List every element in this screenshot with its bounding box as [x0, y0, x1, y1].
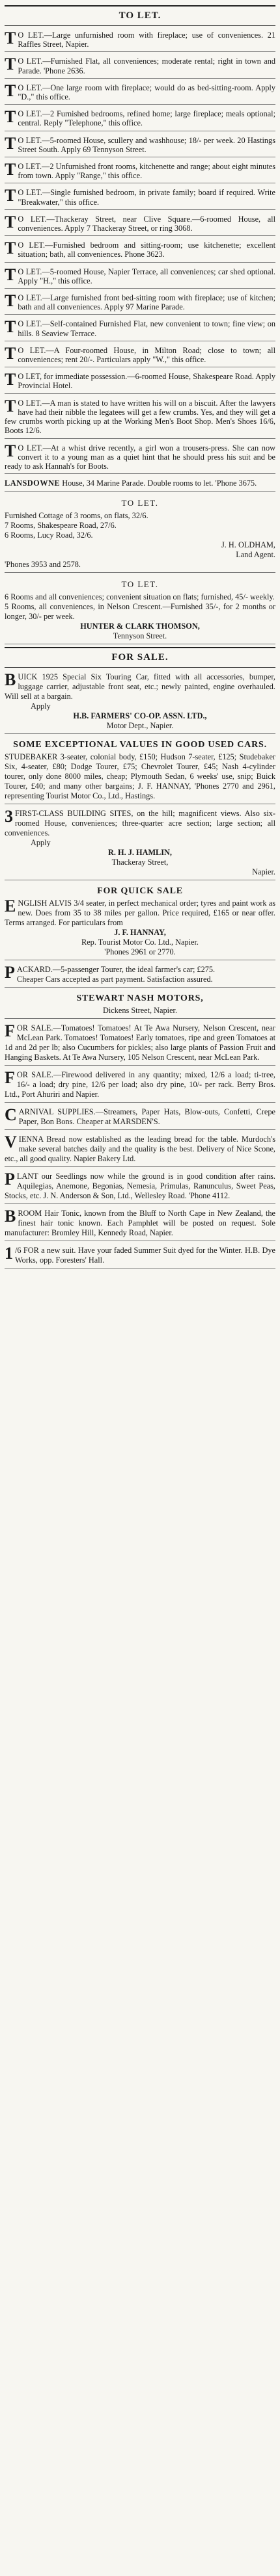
ad-text: O LET.—Large furnished front bed-sitting room with fireplace; use of kitchen; bath and all conveniences. Apply 97 Marine Parade.	[18, 293, 275, 312]
drop-cap: T	[5, 29, 16, 47]
tomatoes-text: OR SALE.—Tomatoes! Tomatoes! At Te Awa Nursery, Nelson Crescent, near McLean Park. Tomatoes! Tomatoes! Early tomatoes, ripe and green Tomatoes at 1d and 2d per lb; also Cucumbers for pickles; also large plants of Passion Fruit and Hanging Baskets. At Te Awa Nursery, 105 Nelson Crescent, near McLean Park.	[5, 1023, 275, 1062]
alvis-text: NGLISH ALVIS 3/4 seater, in perfect mechanical order; tyres and paint work as new. Does from 35 to 38 miles per gallon. Price required, £165 or near offer. Terms arranged. For particulars from	[5, 899, 275, 928]
hunter-sign: HUNTER & CLARK THOMSON,	[80, 622, 200, 631]
ad-packard	[5, 963, 275, 988]
drop-cap: T	[5, 212, 16, 231]
drop-cap: T	[5, 160, 16, 179]
oldham-title: TO LET.	[121, 498, 159, 508]
drop-cap: T	[5, 317, 16, 337]
to-let-ad	[5, 441, 275, 475]
oldham-sign: J. H. OLDHAM,	[221, 540, 275, 550]
ad-tomatoes	[5, 1021, 275, 1066]
buick-apply: Apply	[31, 702, 51, 711]
drop-cap: T	[5, 133, 16, 153]
lansdowne-text: House, 34 Marine Parade. Double rooms to let. 'Phone 3675.	[62, 479, 257, 488]
ad-used-cars	[5, 737, 275, 804]
drop-cap: T	[5, 291, 16, 311]
buick-role: Motor Dept., Napier.	[106, 721, 174, 731]
to-let-ad	[5, 213, 275, 236]
sites-cap: 3	[5, 807, 13, 826]
to-let-ad	[5, 397, 275, 439]
packard-note: Cheaper Cars accepted as part payment. Satisfaction assured.	[16, 975, 213, 984]
ad-hunter	[5, 575, 275, 644]
drop-cap: T	[5, 55, 16, 74]
oldham-line-1: Furnished Cottage of 3 rooms, on flats, 32/6.	[5, 511, 148, 521]
sites-town: Napier.	[252, 867, 275, 877]
buick-cap: B	[5, 670, 16, 690]
to-let-ad	[5, 55, 275, 78]
alvis-role: Rep. Tourist Motor Co. Ltd., Napier.	[81, 938, 199, 947]
alvis-head: FOR QUICK SALE	[97, 886, 183, 897]
to-let-ad	[5, 160, 275, 183]
carnival-text: ARNIVAL SUPPLIES.—Streamers, Paper Hats, Blow-outs, Confetti, Crepe Paper, Bon Bons. Cheaper at MARSDEN'S.	[18, 1107, 275, 1127]
ad-text: O LET.—2 Furnished bedrooms, refined home; large fireplace; meals optional; central. Reply "Telephone," this office.	[18, 109, 275, 128]
ad-stewart	[5, 990, 275, 1019]
ad-text: O LET.—A man is stated to have written his will on a biscuit. After the lawyers have had their nibble the legatees will get a few crumbs. Yes, and they will get a few crumbs worth picking up at the Working Men's Boot Shop. Men's Shoes 16/6, Boots 12/6.	[5, 398, 275, 436]
dyeworks-text: /6 FOR a new suit. Have your faded Summer Suit dyed for the Winter. H.B. Dye Works, opp. Foresters' Hall.	[15, 1246, 275, 1265]
to-let-ad	[5, 370, 275, 393]
hunter-para-1: 6 Rooms and all conveniences; convenient situation on flats; furnished, 45/- weekly.	[5, 592, 275, 602]
hunter-title: TO LET.	[121, 579, 159, 590]
dyeworks-cap: 1	[5, 1244, 13, 1263]
ad-text: O LET.—Furnished bedroom and sitting-room; use kitchenette; excellent situation; bath, all conveniences. Phone 3623.	[18, 241, 275, 259]
oldham-role: Land Agent.	[236, 550, 275, 560]
tomatoes-cap: F	[5, 1021, 15, 1041]
for-sale-rule	[5, 667, 275, 668]
alvis-phones: 'Phones 2961 or 2770.	[104, 947, 176, 957]
hunter-para-2: 5 Rooms, all conveniences, in Nelson Crescent.—Furnished 35/-, for 2 months or longer, 30/- per week.	[5, 602, 275, 622]
ad-carnival	[5, 1105, 275, 1130]
oldham-line-3: 6 Rooms, Lucy Road, 32/6.	[5, 531, 93, 540]
buick-sign: H.B. FARMERS' CO-OP. ASSN. LTD.,	[73, 711, 207, 721]
drop-cap: T	[5, 81, 16, 100]
to-let-ad	[5, 29, 275, 52]
sites-apply: Apply	[31, 838, 51, 848]
drop-cap: T	[5, 343, 16, 363]
ad-text: O LET.—Furnished Flat, all conveniences; moderate rental; right in town and Parade. 'Phone 2636.	[18, 57, 275, 75]
ad-text: O LET.—Large unfurnished room with fireplace; use of conveniences. 21 Raffles Street, Napier.	[18, 31, 275, 49]
to-let-ad	[5, 344, 275, 367]
used-cars-text: STUDEBAKER 3-seater, colonial body, £150; Hudson 7-seater, £125; Studebaker Six, 4-seater, £80; Dodge Tourer, £75; Chevrolet Tourer, £45; Nash 4-cylinder tourer, only done 8000 miles, cheap; Plymouth Sedan, 6 weeks' use, snip; Buick Tourer, £40; and many other bargains; J. F. HANNAY, 'Phones 2770 and 2961, representing Tourist Motor Co., Ltd., Hastings.	[5, 752, 275, 801]
packard-text: ACKARD.—5-passenger Tourer, the ideal farmer's car; £275.	[16, 965, 216, 975]
drop-cap: T	[5, 396, 16, 415]
ad-alvis	[5, 883, 275, 960]
to-let-ad	[5, 239, 275, 262]
top-rule	[5, 5, 275, 7]
drop-cap: T	[5, 107, 16, 127]
ad-text: O LET.—A Four-roomed House, in Milton Road; close to town; all conveniences; rent 20/-. Particulars apply "W.," this office.	[18, 345, 275, 365]
to-let-heading: TO LET.	[119, 10, 161, 21]
alvis-cap: E	[5, 897, 16, 916]
hunter-street: Tennyson Street.	[113, 631, 167, 641]
to-let-ad	[5, 291, 275, 315]
ad-dyeworks	[5, 1244, 275, 1268]
ad-oldham	[5, 494, 275, 573]
ad-text: O LET.—Self-contained Furnished Flat, new convenient to town; fine view; on hills. 8 Seaview Terrace.	[18, 319, 275, 338]
ad-text: O LET.—Thackeray Street, near Clive Square.—6-roomed House, all conveniences. Apply 7 Thackeray Street, or ring 3068.	[18, 214, 275, 233]
ad-text: O LET, for immediate possession.—6-roomed House, Shakespeare Road. Apply Provincial Hotel.	[18, 372, 275, 391]
ad-lansdowne	[5, 477, 275, 492]
plants-text: LANT our Seedlings now while the ground is in good condition after rains. Aquilegias, Anemone, Begonias, Nemesia, Primulas, Ranunculus, Sweet Peas, Stocks, etc. J. N. Anderson & Son, Ltd., Wellesley Road. 'Phone 4112.	[5, 1172, 275, 1201]
ad-broom	[5, 1207, 275, 1241]
ad-text: O LET.—Single furnished bedroom, in private family; board if required. Write "Breakwater," this office.	[18, 188, 275, 207]
ad-sites	[5, 807, 275, 880]
carnival-cap: C	[5, 1105, 17, 1125]
to-let-ad	[5, 81, 275, 105]
sites-text: FIRST-CLASS BUILDING SITES, on the hill; magnificent views. Also six-roomed House, conveniences; three-quarter acre section; large section; all conveniences.	[5, 809, 275, 838]
to-let-ad	[5, 134, 275, 157]
drop-cap: T	[5, 441, 16, 460]
ad-text: O LET.—5-roomed House, Napier Terrace, all conveniences; car shed optional. Apply "H.," this office.	[18, 267, 275, 285]
firewood-text: OR SALE.—Firewood delivered in any quantity; mixed, 12/6 a load; ti-tree, 16/- a load; dry pine, 12/6 per load; also dry pine, 10/- per rack. Berry Bros. Ltd., Port Ahuriri and Napier.	[5, 1070, 275, 1099]
firewood-cap: F	[5, 1068, 15, 1088]
stewart-head: STEWART NASH MOTORS,	[76, 993, 204, 1004]
stewart-street: Dickens Street, Napier.	[102, 1006, 178, 1016]
sites-street: Thackeray Street,	[111, 858, 169, 867]
heading-rule	[5, 25, 275, 26]
ad-text: O LET.—One large room with fireplace; would do as bed-sitting-room. Apply "D.," this office.	[18, 83, 275, 102]
ad-text: O LET.—5-roomed House, scullery and washhouse; 18/- per week. 20 Hastings Street South. Apply 69 Tennyson Street.	[18, 135, 275, 154]
buick-text: UICK 1925 Special Six Touring Car, fitted with all accessories, bumper, luggage carrier, adjustable front seat, etc.; newly painted, engine overhauled. Will sell at a bargain.	[5, 672, 275, 702]
ad-plants	[5, 1170, 275, 1204]
vienna-text: IENNA Bread now established as the leading bread for the table. Murdoch's make several batches daily and the quality is the best. Delivery of Nice Scone, etc., all good quality. Napier Bakery Ltd.	[5, 1135, 275, 1164]
drop-cap: T	[5, 370, 16, 389]
drop-cap: T	[5, 265, 16, 284]
used-cars-head: SOME EXCEPTIONAL VALUES IN GOOD USED CARS.	[13, 740, 267, 750]
classified-column	[0, 0, 280, 1268]
ad-text: O LET.—2 Unfurnished front rooms, kitchenette and range; about eight minutes from town. Apply "Range," this office.	[18, 162, 275, 181]
vienna-cap: V	[5, 1133, 17, 1152]
packard-cap: P	[5, 963, 15, 982]
alvis-sign: J. F. HANNAY,	[114, 928, 166, 938]
to-let-ad	[5, 265, 275, 289]
to-let-ad	[5, 186, 275, 209]
oldham-line-2: 7 Rooms, Shakespeare Road, 27/6.	[5, 521, 117, 531]
ad-buick	[5, 670, 275, 734]
to-let-ads	[5, 29, 275, 474]
lansdowne-head: LANSDOWNE	[5, 479, 61, 488]
for-sale-heading: FOR SALE.	[111, 652, 169, 663]
sites-sign: R. H. J. HAMLIN,	[107, 848, 173, 858]
drop-cap: T	[5, 186, 16, 205]
oldham-phones: 'Phones 3953 and 2578.	[5, 560, 81, 570]
plants-cap: P	[5, 1170, 15, 1189]
ad-vienna	[5, 1133, 275, 1167]
broom-text: ROOM Hair Tonic, known from the Bluff to North Cape in New Zealand, the finest hair tonic known. Each Pamphlet will be posted on request. Sole manufacturer: Bromley Hill, Kennedy Road, Napier.	[5, 1209, 275, 1238]
broom-cap: B	[5, 1207, 16, 1226]
to-let-ad	[5, 317, 275, 341]
ad-text: O LET.—At a whist drive recently, a girl won a trousers-press. She can now convert it to a young man as a quiet hint that he should press his suit and be ready to ask Hannah's for Boots.	[5, 443, 275, 471]
ad-firewood	[5, 1068, 275, 1103]
to-let-ad	[5, 107, 275, 131]
for-sale-top-rule	[5, 647, 275, 648]
drop-cap: T	[5, 239, 16, 258]
